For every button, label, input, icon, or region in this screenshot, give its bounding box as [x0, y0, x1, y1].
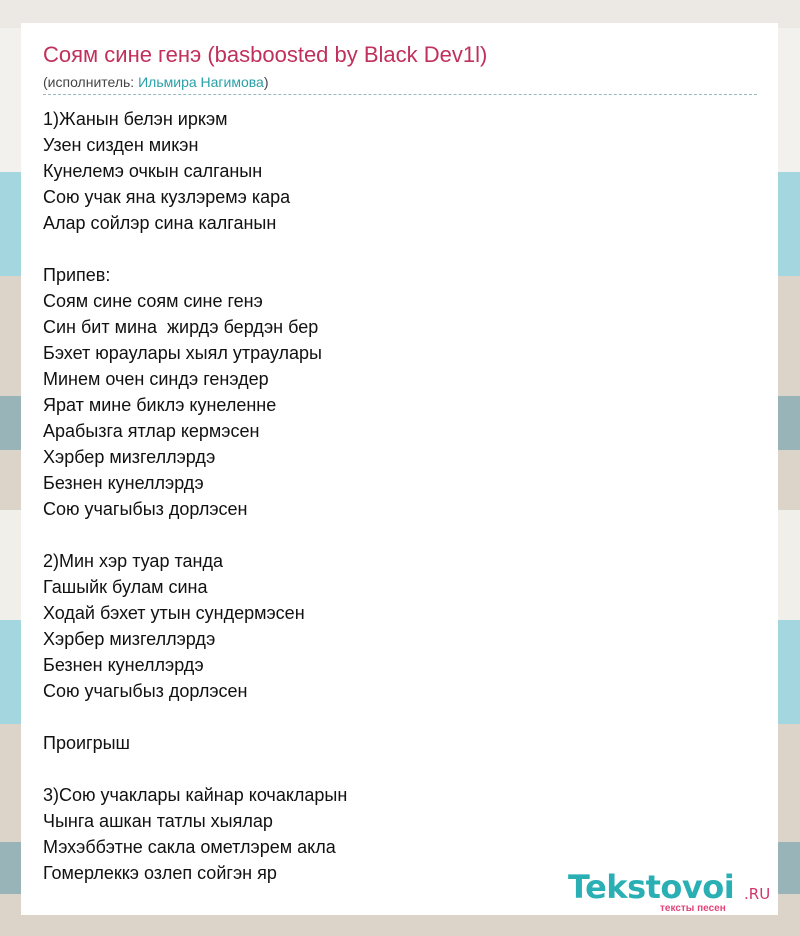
lyrics-text	[43, 106, 743, 886]
lyric-line: Хэрбер мизгеллэрдэ	[43, 629, 216, 649]
lyric-line: Сою учагыбыз дорлэсен	[43, 499, 248, 519]
lyric-line: Сою учагыбыз дорлэсен	[43, 681, 248, 701]
lyric-line: Син бит мина жирдэ бердэн бер	[43, 317, 319, 337]
lyric-line: 1)Жанын белэн иркэм	[43, 109, 228, 129]
lyric-line: Арабызга ятлар кермэсен	[43, 421, 260, 441]
lyric-line: Проигрыш	[43, 733, 130, 753]
lyric-line	[43, 522, 743, 548]
artist-suffix: )	[263, 74, 269, 90]
logo-wordmark: Tekstovoi	[568, 868, 735, 906]
lyric-line: Чынга ашкан татлы хыялар	[43, 811, 273, 831]
title-divider	[43, 94, 757, 95]
lyric-line: Сою учак яна кузлэремэ кара	[43, 187, 291, 207]
lyric-line: Хэрбер мизгеллэрдэ	[43, 447, 216, 467]
artist-line	[43, 74, 269, 90]
lyric-line: Гомерлеккэ озлеп сойгэн яр	[43, 863, 277, 883]
lyric-line: Алар сойлэр сина калганын	[43, 213, 277, 233]
lyric-line: Узен сизден микэн	[43, 135, 199, 155]
lyric-line	[43, 704, 743, 730]
site-logo[interactable]	[568, 868, 778, 916]
lyrics-card	[21, 23, 778, 915]
lyric-line: Безнен кунеллэрдэ	[43, 655, 204, 675]
artist-prefix: (исполнитель:	[43, 74, 139, 90]
song-title: Соям сине генэ (basboosted by Black Dev1l)	[43, 42, 488, 67]
lyric-line: Бэхет юраулары хыял утраулары	[43, 343, 322, 363]
logo-domain: .RU	[744, 885, 771, 903]
lyric-line: Безнен кунеллэрдэ	[43, 473, 204, 493]
lyric-line: Ярат мине биклэ кунеленне	[43, 395, 277, 415]
lyric-line	[43, 756, 743, 782]
lyric-line: Припев:	[43, 265, 111, 285]
lyric-line: Гашыйк булам сина	[43, 577, 208, 597]
lyric-line: 3)Сою учаклары кайнар кочакларын	[43, 785, 348, 805]
artist-link[interactable]: Ильмира Нагимова	[138, 74, 264, 90]
lyric-line: Соям сине соям сине генэ	[43, 291, 263, 311]
lyric-line: Мэхэббэтне сакла ометлэрем акла	[43, 837, 336, 857]
lyric-line	[43, 236, 743, 262]
logo-tagline: тексты песен	[660, 903, 726, 914]
lyric-line: Минем очен синдэ генэдер	[43, 369, 269, 389]
lyric-line: Кунелемэ очкын салганын	[43, 161, 263, 181]
lyric-line: 2)Мин хэр туар танда	[43, 551, 223, 571]
lyric-line: Ходай бэхет утын сундермэсен	[43, 603, 305, 623]
